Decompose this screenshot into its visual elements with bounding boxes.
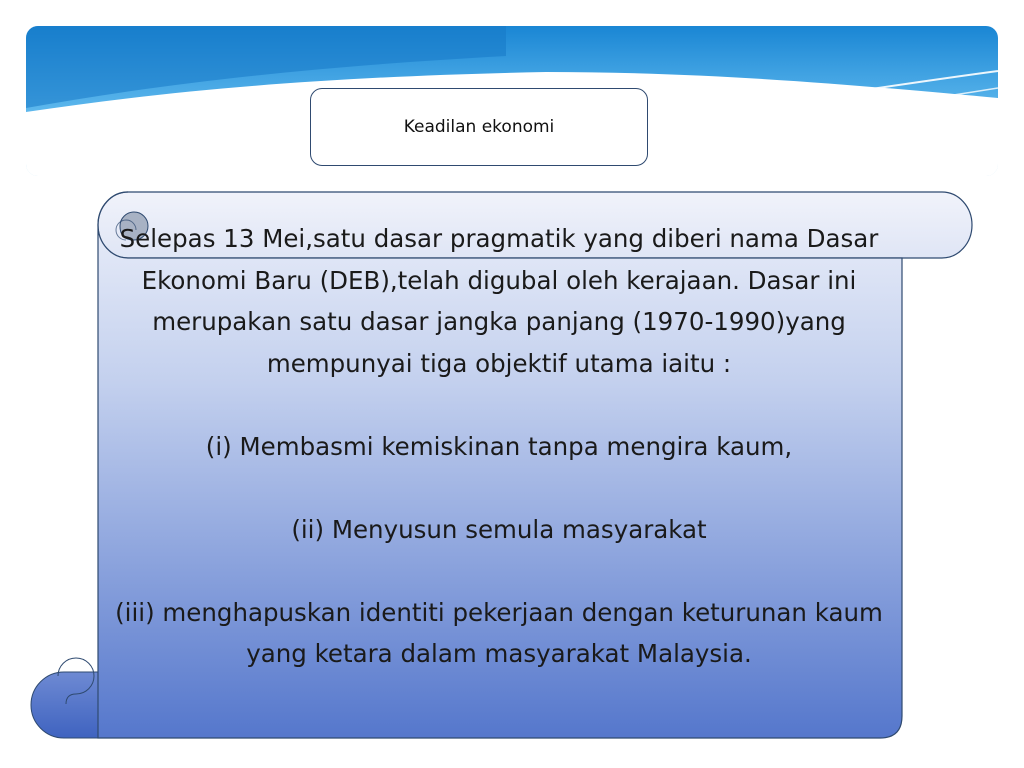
objective-2: (ii) Menyusun semula masyarakat [291, 514, 707, 544]
objective-3: (iii) menghapuskan identiti pekerjaan dengan keturunan kaum yang ketara dalam masyarakat Malaysia. [115, 597, 883, 668]
slide-title: Keadilan ekonomi [403, 117, 555, 137]
objective-1: (i) Membasmi kemiskinan tanpa mengira kaum, [205, 431, 793, 461]
title-box [310, 88, 648, 166]
intro-paragraph: Selepas 13 Mei,satu dasar pragmatik yang diberi nama Dasar Ekonomi Baru (DEB),telah digubal oleh kerajaan. Dasar ini merupakan satu dasar jangka panjang (1970-1990)yang mempunyai tiga objektif utama iaitu : [119, 224, 879, 378]
scroll-content [100, 218, 898, 675]
